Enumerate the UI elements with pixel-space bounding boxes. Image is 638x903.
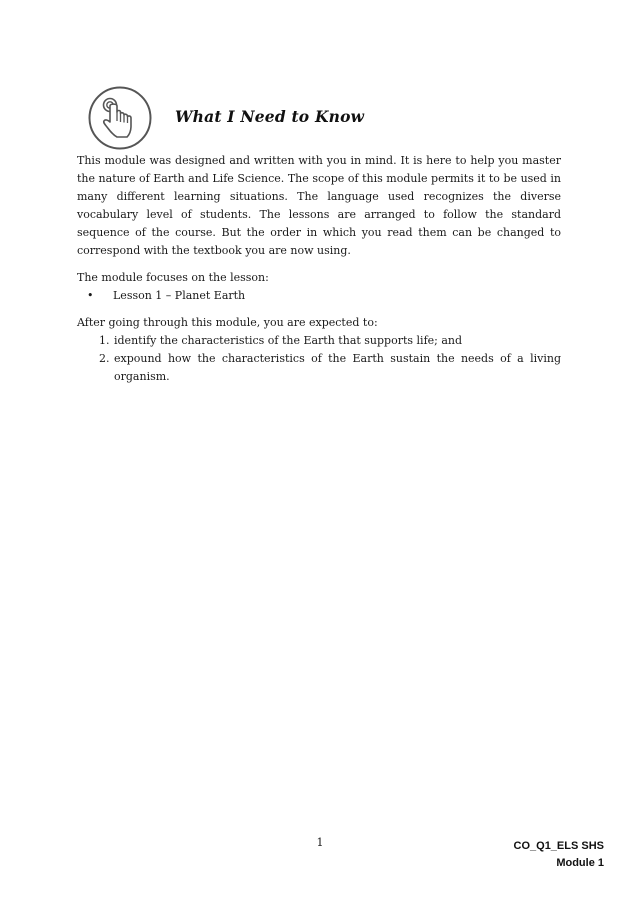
module-content xyxy=(77,152,561,386)
lesson-list xyxy=(77,287,561,305)
section-title: What I Need to Know xyxy=(175,107,365,126)
expectations-label: After going through this module, you are expected to: xyxy=(77,316,378,329)
objective-text: expound how the characteristics of the Earth sustain the needs of a living organism. xyxy=(114,352,561,383)
intro-paragraph: This module was designed and written with you in mind. It is here to help you master the nature of Earth and Life Science. The scope of this module permits it to be used in many different learning situations. The language used recognizes the diverse vocabulary level of students. The lessons are arranged to follow the standard sequence of the course. But the order in which you read them can be changed to correspond with the textbook you are now using. xyxy=(77,154,561,257)
objective-number: 1. xyxy=(99,334,110,347)
module-code-line: CO_Q1_ELS SHS xyxy=(513,840,604,852)
lesson-title: Lesson 1 – Planet Earth xyxy=(113,289,246,302)
objective-item xyxy=(77,350,561,386)
objective-text: identify the characteristics of the Earth that supports life; and xyxy=(114,334,463,347)
lesson-item xyxy=(87,287,561,305)
objectives-list xyxy=(77,332,561,386)
touch-hand-icon xyxy=(87,85,153,151)
focus-label: The module focuses on the lesson: xyxy=(77,271,269,284)
module-number-line: Module 1 xyxy=(556,857,604,869)
module-code xyxy=(514,838,604,872)
bullet-icon: • xyxy=(87,289,94,302)
page-number: 1 xyxy=(316,836,324,849)
objective-item xyxy=(77,332,561,350)
objective-number: 2. xyxy=(99,352,110,365)
